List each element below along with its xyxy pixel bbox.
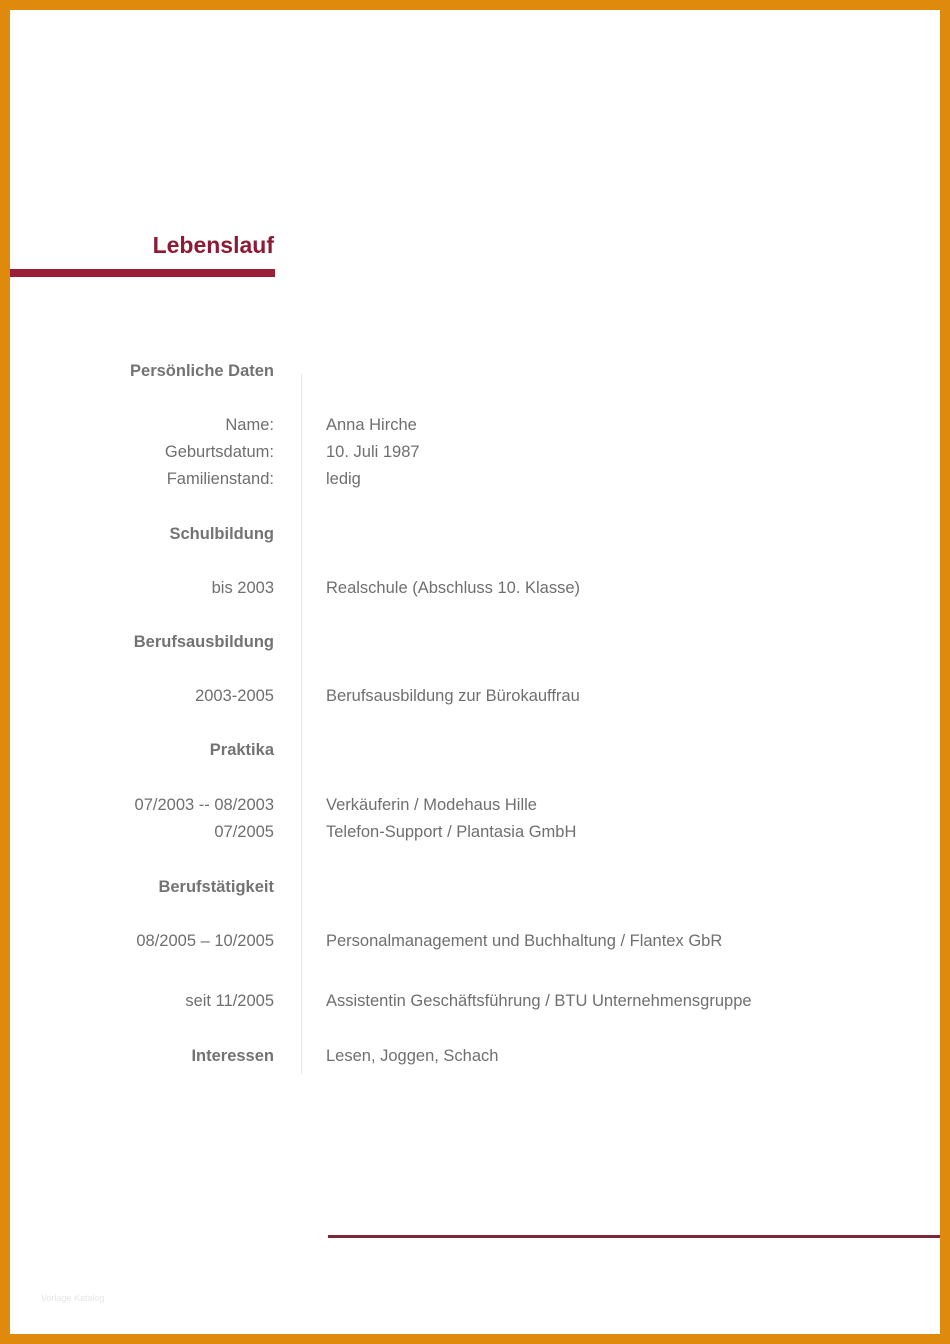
watermark: Vorlage Katalog <box>41 1293 105 1303</box>
page-title: Lebenslauf <box>152 232 274 258</box>
school-period: bis 2003 <box>211 579 274 597</box>
label-name: Name: <box>225 416 274 434</box>
section-heading-training: Berufsausbildung <box>133 633 274 651</box>
label-marital-status: Familienstand: <box>166 470 274 488</box>
footer-rule <box>328 1235 940 1238</box>
value-marital-status: ledig <box>326 470 361 488</box>
value-birthdate: 10. Juli 1987 <box>326 443 420 461</box>
internship-entry-1: Verkäuferin / Modehaus Hille <box>326 796 537 814</box>
employment-period-1: 08/2005 – 10/2005 <box>136 932 274 950</box>
internship-period-2: 07/2005 <box>214 823 274 841</box>
column-divider <box>301 374 302 1074</box>
interests-value: Lesen, Joggen, Schach <box>326 1047 499 1065</box>
label-birthdate: Geburtsdatum: <box>164 443 274 461</box>
internship-entry-2: Telefon-Support / Plantasia GmbH <box>326 823 577 841</box>
section-heading-personal: Persönliche Daten <box>130 362 274 380</box>
value-name: Anna Hirche <box>326 416 417 434</box>
section-heading-internships: Praktika <box>209 741 274 759</box>
internship-period-1: 07/2003 -- 08/2003 <box>134 796 274 814</box>
employment-period-2: seit 11/2005 <box>185 992 274 1010</box>
cv-page <box>10 10 940 1334</box>
employment-entry-2: Assistentin Geschäftsführung / BTU Unternehmensgruppe <box>326 992 752 1010</box>
training-entry: Berufsausbildung zur Bürokauffrau <box>326 687 580 705</box>
title-underline <box>10 269 275 277</box>
section-heading-school: Schulbildung <box>169 525 274 543</box>
training-period: 2003-2005 <box>195 687 274 705</box>
section-heading-interests: Interessen <box>191 1047 274 1065</box>
school-entry: Realschule (Abschluss 10. Klasse) <box>326 579 581 597</box>
employment-entry-1: Personalmanagement und Buchhaltung / Flantex GbR <box>326 932 723 950</box>
section-heading-employment: Berufstätigkeit <box>158 878 274 896</box>
